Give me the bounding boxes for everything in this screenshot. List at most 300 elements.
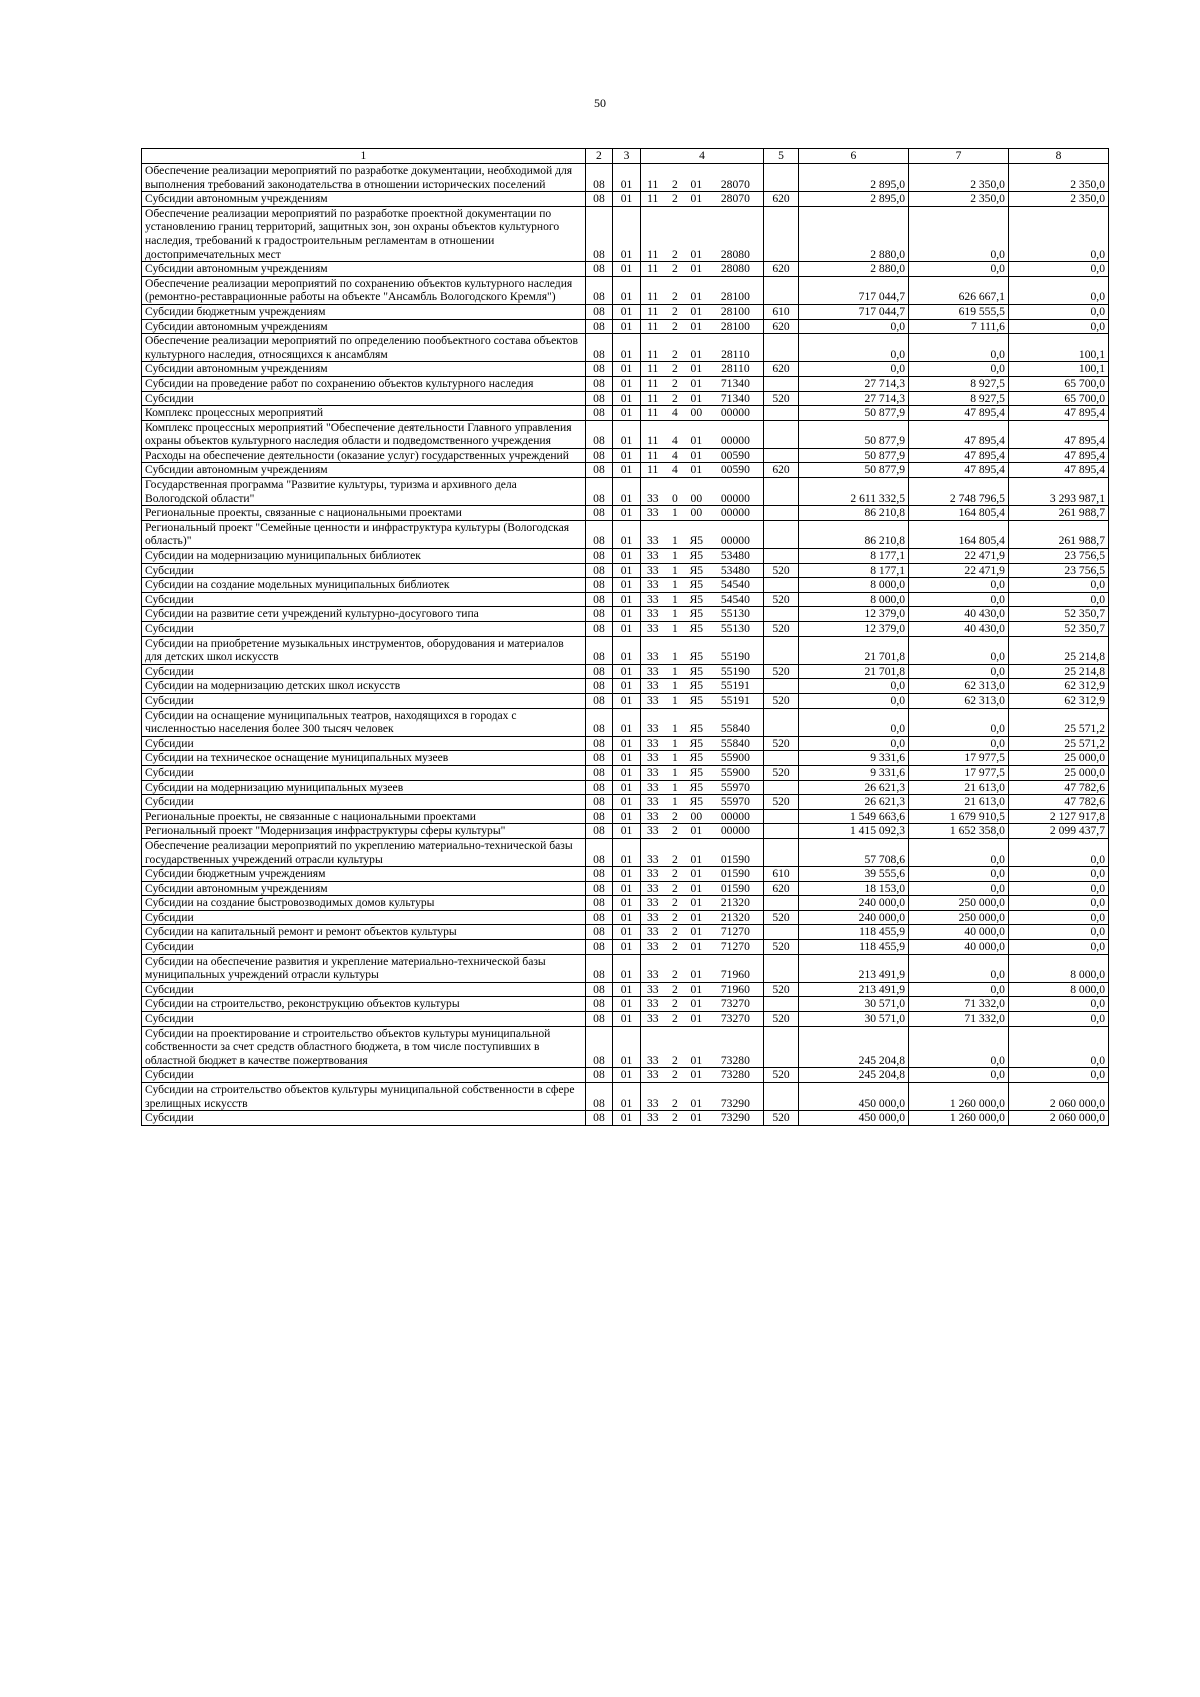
program-type-cell: 1: [665, 795, 685, 810]
subsection-cell: 01: [613, 838, 641, 866]
subsection-cell: 01: [613, 549, 641, 564]
program-part-cell: Я5: [685, 607, 707, 622]
row-name-cell: Субсидии на проведение работ по сохранению объектов культурного наследия: [142, 376, 586, 391]
program-code-cell: 33: [640, 1083, 664, 1111]
program-code-cell: 33: [640, 607, 664, 622]
expense-type-cell: [764, 838, 799, 866]
amount-year2-cell: 0,0: [909, 736, 1009, 751]
amount-year3-cell: 62 312,9: [1008, 693, 1108, 708]
expense-type-cell: [764, 420, 799, 448]
program-direction-cell: 73280: [708, 1026, 764, 1068]
row-name-cell: Субсидии: [142, 940, 586, 955]
amount-year3-cell: 0,0: [1008, 838, 1108, 866]
amount-year2-cell: 0,0: [909, 206, 1009, 261]
column-header: 2: [585, 149, 613, 164]
program-direction-cell: 55840: [708, 736, 764, 751]
program-code-cell: 33: [640, 1026, 664, 1068]
subsection-cell: 01: [613, 376, 641, 391]
row-name-cell: Комплекс процессных мероприятий: [142, 406, 586, 421]
amount-year3-cell: 25 000,0: [1008, 765, 1108, 780]
amount-year2-cell: 0,0: [909, 262, 1009, 277]
program-type-cell: 2: [665, 334, 685, 362]
expense-type-cell: 520: [764, 563, 799, 578]
amount-year3-cell: 0,0: [1008, 276, 1108, 304]
program-code-cell: 33: [640, 622, 664, 637]
row-name-cell: Субсидии: [142, 795, 586, 810]
program-direction-cell: 21320: [708, 910, 764, 925]
program-type-cell: 1: [665, 636, 685, 664]
table-row: [142, 206, 1109, 261]
expense-type-cell: 610: [764, 867, 799, 882]
program-code-cell: 33: [640, 824, 664, 839]
subsection-cell: 01: [613, 780, 641, 795]
row-name-cell: Субсидии на капитальный ремонт и ремонт объектов культуры: [142, 925, 586, 940]
program-type-cell: 2: [665, 206, 685, 261]
row-name-cell: Субсидии на строительство, реконструкцию объектов культуры: [142, 997, 586, 1012]
expense-type-cell: [764, 1083, 799, 1111]
program-code-cell: 33: [640, 549, 664, 564]
program-code-cell: 33: [640, 982, 664, 997]
row-name-cell: Субсидии автономным учреждениям: [142, 262, 586, 277]
chapter-cell: 08: [585, 881, 613, 896]
amount-year3-cell: 47 895,4: [1008, 406, 1108, 421]
amount-year3-cell: 0,0: [1008, 319, 1108, 334]
program-direction-cell: 01590: [708, 838, 764, 866]
program-direction-cell: 00590: [708, 463, 764, 478]
amount-year2-cell: 1 260 000,0: [909, 1111, 1009, 1126]
subsection-cell: 01: [613, 520, 641, 548]
amount-year2-cell: 47 895,4: [909, 420, 1009, 448]
program-direction-cell: 01590: [708, 881, 764, 896]
table-row: [142, 896, 1109, 911]
row-name-cell: Субсидии автономным учреждениям: [142, 362, 586, 377]
chapter-cell: 08: [585, 679, 613, 694]
subsection-cell: 01: [613, 362, 641, 377]
amount-year1-cell: 213 491,9: [798, 954, 908, 982]
expense-type-cell: [764, 954, 799, 982]
amount-year1-cell: 9 331,6: [798, 765, 908, 780]
amount-year3-cell: 8 000,0: [1008, 954, 1108, 982]
program-type-cell: 1: [665, 549, 685, 564]
amount-year2-cell: 0,0: [909, 664, 1009, 679]
expense-type-cell: [764, 549, 799, 564]
program-part-cell: 01: [685, 463, 707, 478]
expense-type-cell: [764, 1026, 799, 1068]
chapter-cell: 08: [585, 765, 613, 780]
table-row: [142, 192, 1109, 207]
table-row: [142, 708, 1109, 736]
amount-year3-cell: 3 293 987,1: [1008, 478, 1108, 506]
program-part-cell: 01: [685, 838, 707, 866]
program-part-cell: Я5: [685, 563, 707, 578]
expense-type-cell: [764, 824, 799, 839]
table-row: [142, 506, 1109, 521]
amount-year3-cell: 52 350,7: [1008, 607, 1108, 622]
table-row: [142, 636, 1109, 664]
table-row: [142, 478, 1109, 506]
amount-year1-cell: 30 571,0: [798, 1012, 908, 1027]
amount-year1-cell: 0,0: [798, 319, 908, 334]
amount-year1-cell: 50 877,9: [798, 448, 908, 463]
amount-year2-cell: 164 805,4: [909, 506, 1009, 521]
amount-year1-cell: 0,0: [798, 679, 908, 694]
program-direction-cell: 55190: [708, 636, 764, 664]
program-code-cell: 11: [640, 391, 664, 406]
amount-year1-cell: 2 611 332,5: [798, 478, 908, 506]
subsection-cell: 01: [613, 636, 641, 664]
program-code-cell: 33: [640, 867, 664, 882]
program-type-cell: 2: [665, 940, 685, 955]
row-name-cell: Субсидии: [142, 1012, 586, 1027]
program-type-cell: 4: [665, 406, 685, 421]
amount-year1-cell: 50 877,9: [798, 463, 908, 478]
program-part-cell: 01: [685, 1083, 707, 1111]
amount-year2-cell: 62 313,0: [909, 679, 1009, 694]
chapter-cell: 08: [585, 838, 613, 866]
program-part-cell: Я5: [685, 765, 707, 780]
program-part-cell: Я5: [685, 780, 707, 795]
program-part-cell: 01: [685, 334, 707, 362]
table-row: [142, 1026, 1109, 1068]
amount-year1-cell: 240 000,0: [798, 910, 908, 925]
program-direction-cell: 55900: [708, 751, 764, 766]
program-direction-cell: 28100: [708, 319, 764, 334]
subsection-cell: 01: [613, 940, 641, 955]
amount-year3-cell: 0,0: [1008, 925, 1108, 940]
subsection-cell: 01: [613, 463, 641, 478]
program-part-cell: 01: [685, 319, 707, 334]
program-code-cell: 33: [640, 795, 664, 810]
amount-year1-cell: 26 621,3: [798, 780, 908, 795]
table-row: [142, 795, 1109, 810]
amount-year2-cell: 250 000,0: [909, 910, 1009, 925]
program-type-cell: 2: [665, 1111, 685, 1126]
amount-year3-cell: 0,0: [1008, 592, 1108, 607]
amount-year2-cell: 0,0: [909, 881, 1009, 896]
expense-type-cell: 520: [764, 1111, 799, 1126]
subsection-cell: 01: [613, 708, 641, 736]
expense-type-cell: [764, 809, 799, 824]
amount-year1-cell: 86 210,8: [798, 506, 908, 521]
table-row: [142, 954, 1109, 982]
table-row: [142, 549, 1109, 564]
subsection-cell: 01: [613, 406, 641, 421]
table-row: [142, 391, 1109, 406]
row-name-cell: Субсидии на развитие сети учреждений культурно-досугового типа: [142, 607, 586, 622]
amount-year3-cell: 0,0: [1008, 1026, 1108, 1068]
subsection-cell: 01: [613, 506, 641, 521]
program-direction-cell: 54540: [708, 578, 764, 593]
expense-type-cell: [764, 206, 799, 261]
table-row: [142, 824, 1109, 839]
amount-year1-cell: 8 000,0: [798, 592, 908, 607]
amount-year2-cell: 47 895,4: [909, 406, 1009, 421]
table-row: [142, 448, 1109, 463]
subsection-cell: 01: [613, 448, 641, 463]
amount-year3-cell: 47 782,6: [1008, 795, 1108, 810]
program-code-cell: 33: [640, 765, 664, 780]
amount-year2-cell: 47 895,4: [909, 448, 1009, 463]
subsection-cell: 01: [613, 881, 641, 896]
chapter-cell: 08: [585, 940, 613, 955]
program-direction-cell: 28080: [708, 262, 764, 277]
chapter-cell: 08: [585, 736, 613, 751]
program-direction-cell: 00000: [708, 506, 764, 521]
subsection-cell: 01: [613, 276, 641, 304]
expense-type-cell: 520: [764, 592, 799, 607]
row-name-cell: Обеспечение реализации мероприятий по сохранению объектов культурного наследия (ремонтно-реставрационные работы на объекте "Ансамбль Вологодского Кремля"): [142, 276, 586, 304]
program-part-cell: Я5: [685, 549, 707, 564]
row-name-cell: Субсидии: [142, 736, 586, 751]
amount-year3-cell: 25 214,8: [1008, 636, 1108, 664]
expense-type-cell: [764, 334, 799, 362]
row-name-cell: Субсидии на строительство объектов культуры муниципальной собственности в сфере зрелищных искусств: [142, 1083, 586, 1111]
table-row: [142, 736, 1109, 751]
amount-year3-cell: 261 988,7: [1008, 520, 1108, 548]
program-direction-cell: 71960: [708, 982, 764, 997]
row-name-cell: Региональный проект "Модернизация инфраструктуры сферы культуры": [142, 824, 586, 839]
chapter-cell: 08: [585, 463, 613, 478]
subsection-cell: 01: [613, 679, 641, 694]
chapter-cell: 08: [585, 334, 613, 362]
program-direction-cell: 28070: [708, 192, 764, 207]
row-name-cell: Субсидии автономным учреждениям: [142, 192, 586, 207]
subsection-cell: 01: [613, 765, 641, 780]
subsection-cell: 01: [613, 592, 641, 607]
amount-year2-cell: 1 679 910,5: [909, 809, 1009, 824]
program-type-cell: 1: [665, 679, 685, 694]
amount-year1-cell: 2 895,0: [798, 192, 908, 207]
table-row: [142, 910, 1109, 925]
header-row: [142, 149, 1109, 164]
table-row: [142, 679, 1109, 694]
program-code-cell: 33: [640, 1068, 664, 1083]
program-part-cell: 01: [685, 824, 707, 839]
chapter-cell: 08: [585, 362, 613, 377]
expense-type-cell: 620: [764, 192, 799, 207]
program-type-cell: 2: [665, 1012, 685, 1027]
amount-year1-cell: 0,0: [798, 736, 908, 751]
amount-year2-cell: 619 555,5: [909, 304, 1009, 319]
table-row: [142, 838, 1109, 866]
program-code-cell: 33: [640, 925, 664, 940]
expense-type-cell: [764, 607, 799, 622]
amount-year2-cell: 40 430,0: [909, 622, 1009, 637]
program-part-cell: 01: [685, 1026, 707, 1068]
expense-type-cell: 520: [764, 622, 799, 637]
row-name-cell: Субсидии на обеспечение развития и укрепление материально-технической базы муниципальных учреждений отрасли культуры: [142, 954, 586, 982]
program-part-cell: 01: [685, 940, 707, 955]
program-part-cell: 01: [685, 982, 707, 997]
table-row: [142, 334, 1109, 362]
row-name-cell: Субсидии: [142, 910, 586, 925]
row-name-cell: Региональный проект "Семейные ценности и инфраструктура культуры (Вологодская область)": [142, 520, 586, 548]
subsection-cell: 01: [613, 982, 641, 997]
program-part-cell: 01: [685, 164, 707, 192]
chapter-cell: 08: [585, 910, 613, 925]
amount-year1-cell: 717 044,7: [798, 304, 908, 319]
row-name-cell: Субсидии: [142, 693, 586, 708]
row-name-cell: Комплекс процессных мероприятий "Обеспечение деятельности Главного управления охраны объектов культурного наследия области и подведомственного учреждения: [142, 420, 586, 448]
program-type-cell: 2: [665, 262, 685, 277]
program-direction-cell: 28110: [708, 334, 764, 362]
expense-type-cell: 520: [764, 795, 799, 810]
program-type-cell: 2: [665, 867, 685, 882]
program-part-cell: 00: [685, 478, 707, 506]
table-row: [142, 362, 1109, 377]
program-type-cell: 2: [665, 376, 685, 391]
subsection-cell: 01: [613, 334, 641, 362]
table-row: [142, 1111, 1109, 1126]
program-direction-cell: 28100: [708, 276, 764, 304]
program-direction-cell: 01590: [708, 867, 764, 882]
program-direction-cell: 73270: [708, 997, 764, 1012]
program-code-cell: 33: [640, 881, 664, 896]
chapter-cell: 08: [585, 304, 613, 319]
table-row: [142, 867, 1109, 882]
amount-year1-cell: 39 555,6: [798, 867, 908, 882]
chapter-cell: 08: [585, 867, 613, 882]
amount-year1-cell: 118 455,9: [798, 940, 908, 955]
amount-year2-cell: 71 332,0: [909, 1012, 1009, 1027]
program-code-cell: 33: [640, 910, 664, 925]
program-code-cell: 33: [640, 896, 664, 911]
program-type-cell: 1: [665, 765, 685, 780]
subsection-cell: 01: [613, 910, 641, 925]
expense-type-cell: [764, 780, 799, 795]
table-row: [142, 780, 1109, 795]
program-type-cell: 2: [665, 838, 685, 866]
expense-type-cell: [764, 276, 799, 304]
column-header: 3: [613, 149, 641, 164]
program-direction-cell: 55970: [708, 780, 764, 795]
program-type-cell: 2: [665, 910, 685, 925]
program-part-cell: Я5: [685, 592, 707, 607]
chapter-cell: 08: [585, 549, 613, 564]
row-name-cell: Государственная программа "Развитие культуры, туризма и архивного дела Вологодской области": [142, 478, 586, 506]
row-name-cell: Субсидии на модернизацию муниципальных библиотек: [142, 549, 586, 564]
row-name-cell: Обеспечение реализации мероприятий по разработке проектной документации по установлению границ территорий, защитных зон, зон охраны объектов культурного наследия, требований к градостроительным регламентам в отношении достопримечательных мест: [142, 206, 586, 261]
program-part-cell: 01: [685, 376, 707, 391]
expense-type-cell: [764, 506, 799, 521]
program-part-cell: 01: [685, 448, 707, 463]
table-row: [142, 664, 1109, 679]
row-name-cell: Субсидии: [142, 982, 586, 997]
amount-year1-cell: 1 415 092,3: [798, 824, 908, 839]
program-direction-cell: 28070: [708, 164, 764, 192]
amount-year1-cell: 0,0: [798, 693, 908, 708]
table-row: [142, 925, 1109, 940]
program-type-cell: 1: [665, 607, 685, 622]
chapter-cell: 08: [585, 925, 613, 940]
amount-year3-cell: 0,0: [1008, 304, 1108, 319]
program-part-cell: 01: [685, 1068, 707, 1083]
program-type-cell: 2: [665, 362, 685, 377]
chapter-cell: 08: [585, 780, 613, 795]
amount-year1-cell: 8 177,1: [798, 563, 908, 578]
table-row: [142, 578, 1109, 593]
expense-type-cell: 520: [764, 693, 799, 708]
program-direction-cell: 00000: [708, 420, 764, 448]
chapter-cell: 08: [585, 896, 613, 911]
amount-year2-cell: 0,0: [909, 954, 1009, 982]
subsection-cell: 01: [613, 262, 641, 277]
expense-type-cell: [764, 679, 799, 694]
program-code-cell: 11: [640, 192, 664, 207]
amount-year3-cell: 0,0: [1008, 867, 1108, 882]
amount-year1-cell: 12 379,0: [798, 622, 908, 637]
subsection-cell: 01: [613, 1012, 641, 1027]
chapter-cell: 08: [585, 1026, 613, 1068]
program-part-cell: 01: [685, 867, 707, 882]
table-row: [142, 376, 1109, 391]
amount-year2-cell: 21 613,0: [909, 780, 1009, 795]
program-code-cell: 11: [640, 406, 664, 421]
chapter-cell: 08: [585, 506, 613, 521]
amount-year2-cell: 21 613,0: [909, 795, 1009, 810]
program-part-cell: 01: [685, 997, 707, 1012]
program-type-cell: 1: [665, 751, 685, 766]
table-row: [142, 592, 1109, 607]
program-code-cell: 33: [640, 592, 664, 607]
subsection-cell: 01: [613, 391, 641, 406]
program-code-cell: 33: [640, 780, 664, 795]
amount-year2-cell: 8 927,5: [909, 391, 1009, 406]
column-header: 4: [640, 149, 763, 164]
subsection-cell: 01: [613, 563, 641, 578]
amount-year2-cell: 1 652 358,0: [909, 824, 1009, 839]
amount-year1-cell: 118 455,9: [798, 925, 908, 940]
row-name-cell: Субсидии автономным учреждениям: [142, 463, 586, 478]
expense-type-cell: [764, 406, 799, 421]
expense-type-cell: 520: [764, 1068, 799, 1083]
amount-year3-cell: 2 350,0: [1008, 164, 1108, 192]
program-type-cell: 1: [665, 780, 685, 795]
expense-type-cell: [764, 997, 799, 1012]
expense-type-cell: 520: [764, 664, 799, 679]
program-direction-cell: 28100: [708, 304, 764, 319]
chapter-cell: 08: [585, 391, 613, 406]
program-part-cell: 00: [685, 406, 707, 421]
amount-year3-cell: 65 700,0: [1008, 391, 1108, 406]
row-name-cell: Субсидии автономным учреждениям: [142, 881, 586, 896]
amount-year3-cell: 25 571,2: [1008, 736, 1108, 751]
subsection-cell: 01: [613, 304, 641, 319]
program-part-cell: 01: [685, 206, 707, 261]
chapter-cell: 08: [585, 420, 613, 448]
program-part-cell: 00: [685, 506, 707, 521]
program-code-cell: 33: [640, 751, 664, 766]
chapter-cell: 08: [585, 276, 613, 304]
chapter-cell: 08: [585, 708, 613, 736]
program-code-cell: 33: [640, 940, 664, 955]
amount-year3-cell: 25 571,2: [1008, 708, 1108, 736]
amount-year2-cell: 0,0: [909, 708, 1009, 736]
amount-year2-cell: 17 977,5: [909, 765, 1009, 780]
amount-year1-cell: 57 708,6: [798, 838, 908, 866]
program-direction-cell: 54540: [708, 592, 764, 607]
amount-year1-cell: 21 701,8: [798, 664, 908, 679]
column-header: 6: [798, 149, 908, 164]
program-code-cell: 33: [640, 838, 664, 866]
program-direction-cell: 00590: [708, 448, 764, 463]
row-name-cell: Субсидии: [142, 1111, 586, 1126]
row-name-cell: Субсидии: [142, 391, 586, 406]
row-name-cell: Субсидии на оснащение муниципальных театров, находящихся в городах с численностью населения более 300 тысяч человек: [142, 708, 586, 736]
amount-year1-cell: 0,0: [798, 334, 908, 362]
expense-type-cell: [764, 751, 799, 766]
table-row: [142, 607, 1109, 622]
